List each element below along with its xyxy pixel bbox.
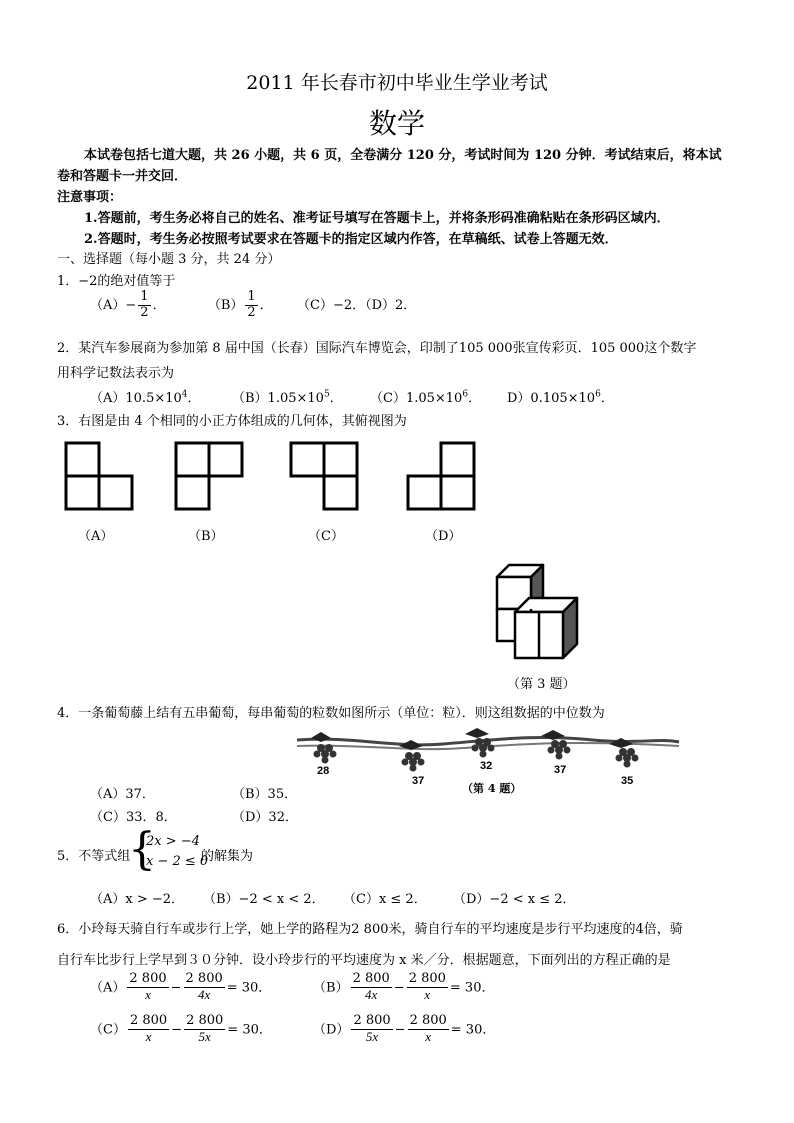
grape-count-4: 37: [554, 764, 567, 776]
q1-stem: 1．−2的绝对值等于: [57, 274, 176, 289]
q3-figure-caption: （第 3 题）: [507, 677, 576, 692]
grape-count-3: 32: [480, 760, 493, 772]
q3-label-c: （C）: [308, 529, 344, 544]
q3-option-c-grid: [291, 443, 357, 509]
q3-top-views: [0, 438, 794, 528]
q2-option-b: $(B)1.05\times 10^5$．: [232, 389, 343, 406]
q5-option-c: （C）x ≤ 2．: [343, 892, 427, 907]
q1-a-label: （A）−: [90, 297, 137, 313]
q2-option-a: $(A)10.5\times 10^4$．: [90, 389, 201, 406]
q1-b-label: （B）: [207, 297, 244, 313]
q5-inequality-1: 2x > −4: [146, 834, 200, 849]
q6-stem-2: 自行车比步行上学早到３０分钟．设小玲步行的平均速度为 x 米／分．根据题意，下面列出的方程正确的是: [57, 953, 671, 968]
q5-brace: {: [128, 824, 156, 875]
q4-option-d: （D）32．: [232, 810, 298, 825]
q4-option-b: （B）35．: [232, 787, 298, 802]
q5-prefix: 5．不等式组: [57, 849, 131, 864]
q2-option-d: $D)0.105\times 10^6$．: [507, 389, 614, 406]
section-heading: 一、选择题（每小题 3 分，共 24 分）: [57, 252, 281, 267]
grape-bunch-4-icon: [541, 730, 571, 760]
q3-option-b-grid: [176, 443, 242, 509]
q3-label-a: （A）: [78, 529, 114, 544]
exam-title: 2011 年长春市初中毕业生学业考试: [246, 72, 548, 94]
q6-option-c: （C） $\frac{2 800}{x}$ − $\frac{2 800}{5x}$ = 30．: [90, 1013, 272, 1044]
q3-option-d-grid: [408, 443, 474, 509]
q2-option-c: $(C)1.05\times 10^6$．: [370, 389, 482, 406]
q1-cd-options: （C）−2．（D）2．: [297, 297, 417, 313]
q5-option-d: （D）−2 < x ≤ 2．: [453, 892, 576, 907]
q3-option-a-grid: [66, 443, 132, 509]
q1-b-fraction: $\frac{1}{2}$: [247, 289, 256, 320]
notice-1: 1.答题前，考生务必将自己的姓名、准考证号填写在答题卡上，并将条形码准确粘贴在条形码区域内．: [84, 211, 670, 226]
q6-option-b: （B） $\frac{2 800}{4x}$ − $\frac{2 800}{x}$ = 30．: [313, 971, 495, 1002]
q2-stem-1: 2．某汽车参展商为参加第 8 届中国（长春）国际汽车博览会，印制了105 000张宣传彩页．105 000这个数字: [57, 341, 697, 356]
notice-heading: 注意事项：: [57, 190, 123, 205]
q3-label-b: （B）: [188, 529, 224, 544]
q6-option-a: （A） $\frac{2 800}{x}$ − $\frac{2 800}{4x}$ = 30．: [90, 971, 272, 1002]
q1-a-fraction: $\frac{1}{2}$: [140, 289, 149, 320]
grape-count-2: 37: [412, 775, 425, 787]
q4-stem: 4．一条葡萄藤上结有五串葡萄，每串葡萄的粒数如图所示（单位：粒）．则这组数据的中位数为: [57, 706, 605, 721]
grape-bunch-1-icon: [311, 732, 337, 764]
notice-2: 2.答题时，考生务必按照考试要求在答题卡的指定区域内作答，在草稿纸、试卷上答题无效．: [84, 232, 618, 247]
intro-line-1: 本试卷包括七道大题，共 26 小题，共 6 页，全卷满分 120 分，考试时间为 120 分钟．考试结束后，将本试: [84, 148, 722, 163]
q3-stem: 3．右图是由 4 个相同的小正方体组成的几何体，其俯视图为: [57, 414, 407, 429]
q6-option-d: （D） $\frac{2 800}{5x}$ − $\frac{2 800}{x}$ = 30．: [313, 1013, 496, 1044]
q4-figure-caption: （第 4 题）: [462, 782, 522, 795]
q4-option-c: （C）33．8．: [90, 810, 177, 825]
q2-stem-2: 用科学记数法表示为: [57, 366, 175, 381]
q1-options: （A）− $\frac{1}{2}$ ． （B） $\frac{1}{2}$ ． （C）−2．（D）2．: [90, 289, 417, 320]
q5-option-b: （B）−2 < x < 2．: [203, 892, 325, 907]
q3-cube-figure: [488, 560, 598, 670]
grape-count-5: 35: [621, 775, 634, 787]
grape-count-1: 28: [317, 765, 330, 777]
q5-suffix: 的解集为: [201, 849, 254, 864]
subject-title: 数学: [368, 107, 425, 140]
q3-label-d: （D）: [425, 529, 462, 544]
q6-stem-1: 6．小玲每天骑自行车或步行上学，她上学的路程为2 800米，骑自行车的平均速度是步行平均速度的4倍，骑: [57, 922, 683, 937]
q5-inequality-2: x − 2 ≤ 0: [146, 854, 209, 869]
q4-option-a: （A）37．: [90, 787, 155, 802]
intro-line-2: 卷和答题卡一并交回．: [57, 169, 188, 184]
q5-option-a: （A）x > −2．: [90, 892, 185, 907]
